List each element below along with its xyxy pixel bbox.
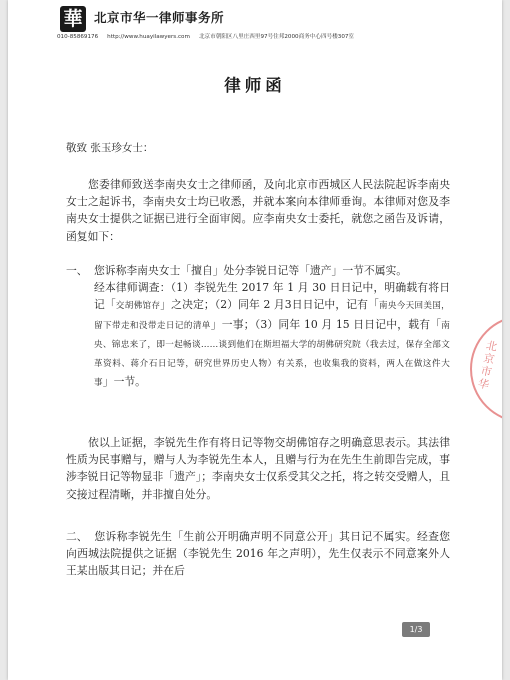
quote-2: 南央今天回美国，留下带走和没带走日记的清单 bbox=[94, 301, 450, 331]
contact-line bbox=[57, 32, 363, 40]
page-number: 1/3 bbox=[402, 622, 430, 637]
section-one bbox=[66, 262, 450, 392]
salutation: 敬致 张玉珍女士： bbox=[66, 142, 154, 154]
section-one-heading-text: 您诉称李南央女士「擅自」处分李锐日记等「遗产」一节不属实。 bbox=[94, 264, 408, 277]
firm-name: 北京市华一律师事务所 bbox=[94, 10, 225, 25]
intro-paragraph: 您委律师致送李南央女士之律师函，及向北京市西城区人民法院起诉李南央女士之起诉书，李南央女士均已收悉，并就本案向本律师垂询。本律师对您及李南央女士提供之证据已进行全面审阅。应李南央女士委托，就您之函告及诉请，函复如下： bbox=[66, 178, 450, 243]
section-one-text-4: 」一节。 bbox=[102, 375, 146, 389]
section-one-body bbox=[66, 279, 450, 392]
firm-logo: 華 bbox=[60, 6, 86, 32]
section-one-text-3: 」一事；（3）同年 10 月 15 日日记中，载有「 bbox=[210, 317, 442, 331]
section-two bbox=[66, 528, 450, 580]
section-one-text-2: 」之决定；（2）同年 2 月3日日记中，记有「 bbox=[160, 298, 379, 312]
website-link[interactable]: http://www.huayilawyers.com bbox=[107, 34, 190, 40]
section-one-heading bbox=[66, 262, 450, 279]
seal-text: 北京市华 bbox=[476, 338, 499, 392]
phone-number: 010-85869176 bbox=[57, 34, 99, 40]
letter-title: 律师函 bbox=[224, 76, 286, 95]
conclusion-paragraph: 依以上证据，李锐先生作有将日记等物交胡佛馆存之明确意思表示。其法律性质为民事赠与，赠与人为李锐先生本人，且赠与行为在先生生前即告完成，事涉李锐日记等物显非「遗产」；李南央女士仅系受其父之托，将之转交受赠人，且交接过程清晰，并非擅自处分。 bbox=[66, 436, 450, 501]
section-two-text: 您诉称李锐先生「生前公开明确声明不同意公开」其日记不属实。经查您向西城法院提供之证据（李锐先生 2016 年之声明），先生仅表示不同意案外人王某出版其日记；并在后 bbox=[66, 530, 450, 578]
quote-3: 南央、锦忠来了，即一起畅谈……谈到他们在斯坦福大学的胡佛研究院（我去过，保存全部文革资料、蒋介石日记等，研究世界历史人物）有关系，也收集我的资料，两人在做这件大事 bbox=[94, 320, 450, 389]
section-two-number: 二、 bbox=[66, 530, 88, 543]
quote-1: 交胡佛馆存 bbox=[115, 301, 161, 312]
section-one-number: 一、 bbox=[66, 264, 88, 277]
firm-address: 北京市朝阳区八里庄西里97号住邦2000商务中心四号楼307室 bbox=[198, 34, 355, 40]
letter-page bbox=[8, 0, 502, 680]
section-one-text-1: 经本律师调查：（1）李锐先生 2017 年 1 月 30 日日记中，明确载有将日记「 bbox=[94, 281, 450, 312]
